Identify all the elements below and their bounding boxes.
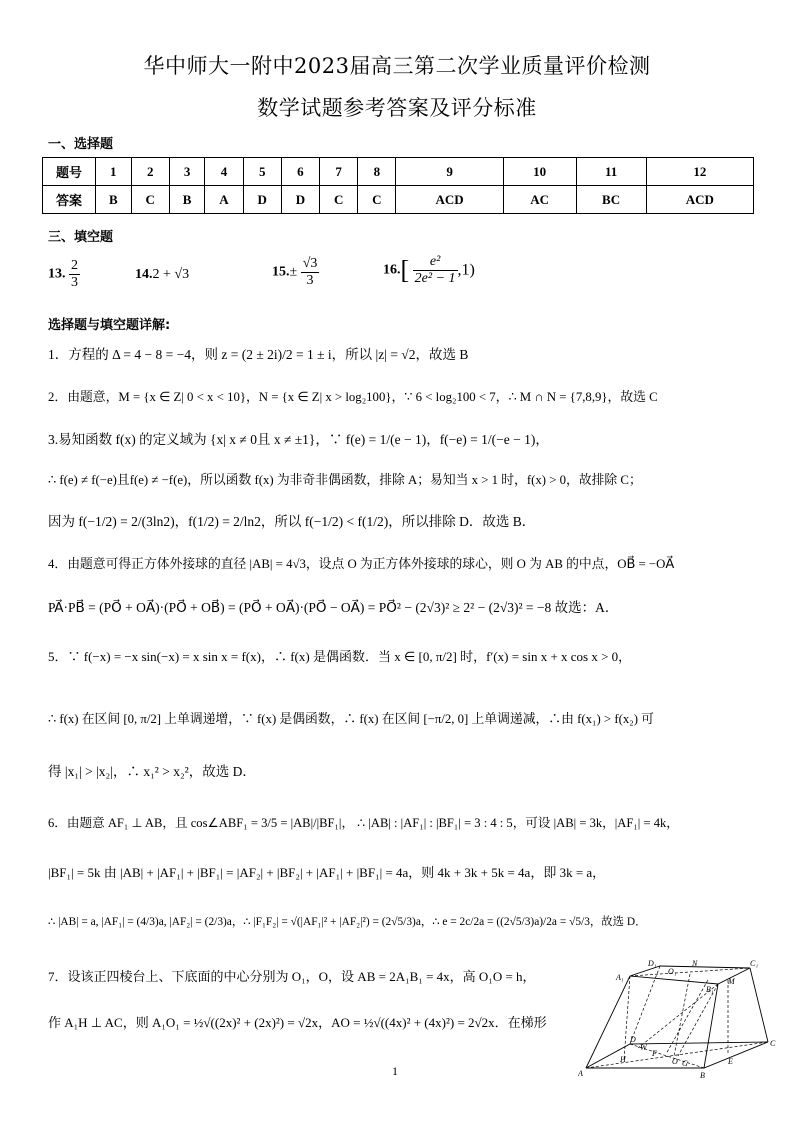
figure-label: O₁ <box>668 967 677 976</box>
solution-line: PA⃗·PB⃗ = (PO⃗ + OA⃗)·(PO⃗ + OB⃗) = (PO⃗ + OA⃗)·(PO⃗ − OA⃗) = PO⃗² − (2√3)² ≥ 2² − (2√3)² = −8 故选：A． <box>48 600 619 615</box>
figure-label: A <box>578 1069 583 1078</box>
figure-label: C₁ <box>750 959 759 968</box>
table-cell: 5 <box>243 158 281 186</box>
section-heading-choice: 一、选择题 <box>48 137 114 152</box>
solution-line: 作 A₁H ⊥ AC，则 A₁O₁ = ½√((2x)² + (2x)²) = √2x，AO = ½√((4x)² + (4x)²) = 2√2x．在梯形 <box>48 1015 547 1030</box>
denominator: 3 <box>71 275 78 290</box>
figure-label: H <box>620 1055 626 1064</box>
question-number: 16. <box>383 262 401 278</box>
details-heading: 选择题与填空题详解: <box>48 318 171 333</box>
solution-line: 4．由题意可得正方体外接球的直径 |AB| = 4√3，设点 O 为正方体外接球的球心，则 O 为 AB 的中点，OB⃗ = −OA⃗ <box>48 557 675 571</box>
figure-label: W <box>640 1043 647 1052</box>
figure-label: O <box>672 1057 678 1066</box>
solution-line: ∴ f(e) ≠ f(−e)且f(e) ≠ −f(e)，所以函数 f(x) 为非奇非偶函数，排除 A；易知当 x > 1 时，f(x) > 0，故排除 C； <box>48 473 642 487</box>
table-cell: 8 <box>358 158 396 186</box>
figure-label: M <box>728 977 735 986</box>
table-cell: AC <box>503 186 576 214</box>
fraction <box>413 254 458 287</box>
fill-answer-16 <box>383 254 475 287</box>
fraction <box>69 258 80 291</box>
document-title: 华中师大一附中2023届高三第二次学业质量评价检测 <box>143 54 651 78</box>
solution-line: ∴ |AB| = a, |AF₁| = (4/3)a, |AF₂| = (2/3)a，∴ |F₁F₂| = √(|AF₁|² + |AF₂|²) = (2√5/3)a，∴ e = 2c/2a = ((2√5/3)a)/2a = √5/3，故选 D． <box>48 916 647 928</box>
question-number: 15. <box>272 264 290 280</box>
fill-answer-14 <box>135 267 189 283</box>
table-cell: BC <box>576 186 646 214</box>
figure-label: A₁ <box>616 973 624 982</box>
row-label-number: 题号 <box>43 158 96 186</box>
solution-line: 6．由题意 AF₁ ⊥ AB，且 cos∠ABF₁ = 3/5 = |AB|/|BF₁|， ∴ |AB| : |AF₁| : |BF₁| = 3 : 4 : 5，可设 |AB| = 3k，|AF₁| = 4k， <box>48 816 679 830</box>
figure-label: D₁ <box>648 959 657 968</box>
bracket: [ <box>400 255 410 285</box>
table-cell: D <box>243 186 281 214</box>
answer-table <box>42 157 754 214</box>
document-subtitle: 数学试题参考答案及评分标准 <box>257 96 537 120</box>
solution-line: 3.易知函数 f(x) 的定义域为 {x| x ≠ 0且 x ≠ ±1}，∵ f(e) = 1/(e − 1)，f(−e) = 1/(−e − 1)， <box>48 432 549 447</box>
table-cell: A <box>205 186 243 214</box>
table-cell: B <box>169 186 205 214</box>
figure-label: B₁ <box>706 985 714 994</box>
fill-answer-15 <box>272 256 319 289</box>
answer-value: 2 + √3 <box>152 267 190 282</box>
denominator: 3 <box>306 273 314 288</box>
solution-line: 7．设该正四棱台上、下底面的中心分别为 O₁，O，设 AB = 2A₁B₁ = 4x，高 O₁O = h， <box>48 969 536 984</box>
interval-tail: ,1) <box>457 261 475 279</box>
table-cell: C <box>131 186 169 214</box>
section-heading-fill: 三、填空题 <box>48 230 114 245</box>
question-number: 13. <box>48 266 66 282</box>
table-cell: 3 <box>169 158 205 186</box>
numerator: √3 <box>302 256 318 271</box>
solution-line: ∴ f(x) 在区间 [0, π/2] 上单调递增，∵ f(x) 是偶函数，∴ f(x) 在区间 [−π/2, 0] 上单调递减，∴由 f(x₁) > f(x₂) 可 <box>48 712 654 726</box>
table-cell: 4 <box>205 158 243 186</box>
table-row-numbers <box>43 158 754 186</box>
solution-line: 5．∵ f(−x) = −x sin(−x) = x sin x = f(x)，∴ f(x) 是偶函数．当 x ∈ [0, π/2] 时，f′(x) = sin x + x cos x > 0， <box>48 649 632 664</box>
page-number: 1 <box>392 1064 398 1078</box>
numerator: 2 <box>71 258 78 273</box>
table-cell: 2 <box>131 158 169 186</box>
table-cell: C <box>358 186 396 214</box>
table-cell: D <box>281 186 319 214</box>
plus-minus: ± <box>289 264 298 280</box>
table-cell: 9 <box>396 158 503 186</box>
question-number: 14. <box>135 267 153 282</box>
solution-line: |BF₁| = 5k 由 |AB| + |AF₁| + |BF₁| = |AF₂| + |BF₂| + |AF₁| + |BF₁| = 4a，则 4k + 3k + 5k = 4a，即 3k = a， <box>48 865 606 880</box>
table-cell: 12 <box>646 158 753 186</box>
solution-line: 得 |x₁| > |x₂|，∴ x₁² > x₂²，故选 D． <box>48 764 256 779</box>
table-cell: ACD <box>396 186 503 214</box>
solution-line: 因为 f(−1/2) = 2/(3ln2)，f(1/2) = 2/ln2，所以 f(−1/2) < f(1/2)，所以排除 D．故选 B． <box>48 514 536 529</box>
table-cell: 10 <box>503 158 576 186</box>
figure-label: F <box>652 1049 657 1058</box>
table-cell: 11 <box>576 158 646 186</box>
row-label-answer: 答案 <box>43 186 96 214</box>
solution-line: 2．由题意，M = {x ∈ Z| 0 < x < 10}，N = {x ∈ Z| x > log₂100}，∵ 6 < log₂100 < 7，∴ M ∩ N = {7,8,9}，故选 C <box>48 390 658 404</box>
figure-label: D <box>630 1035 636 1044</box>
figure-label: C <box>770 1039 776 1048</box>
fraction <box>301 256 320 289</box>
figure-label: G <box>682 1059 688 1068</box>
table-cell: 7 <box>320 158 358 186</box>
table-cell: C <box>320 186 358 214</box>
table-cell: ACD <box>646 186 753 214</box>
table-cell: 1 <box>96 158 132 186</box>
table-row-answers <box>43 186 754 214</box>
table-cell: 6 <box>281 158 319 186</box>
figure-label: B <box>700 1071 705 1080</box>
table-cell: B <box>96 186 132 214</box>
figure-label: N <box>692 959 698 968</box>
frustum-figure <box>578 958 778 1082</box>
fill-answer-13 <box>48 258 80 291</box>
figure-label: E <box>728 1057 733 1066</box>
solution-line: 1．方程的 Δ = 4 − 8 = −4，则 z = (2 ± 2i)/2 = 1 ± i，所以 |z| = √2，故选 B <box>48 347 469 362</box>
denominator: 2e² − 1 <box>414 271 456 286</box>
numerator: e² <box>413 254 458 271</box>
